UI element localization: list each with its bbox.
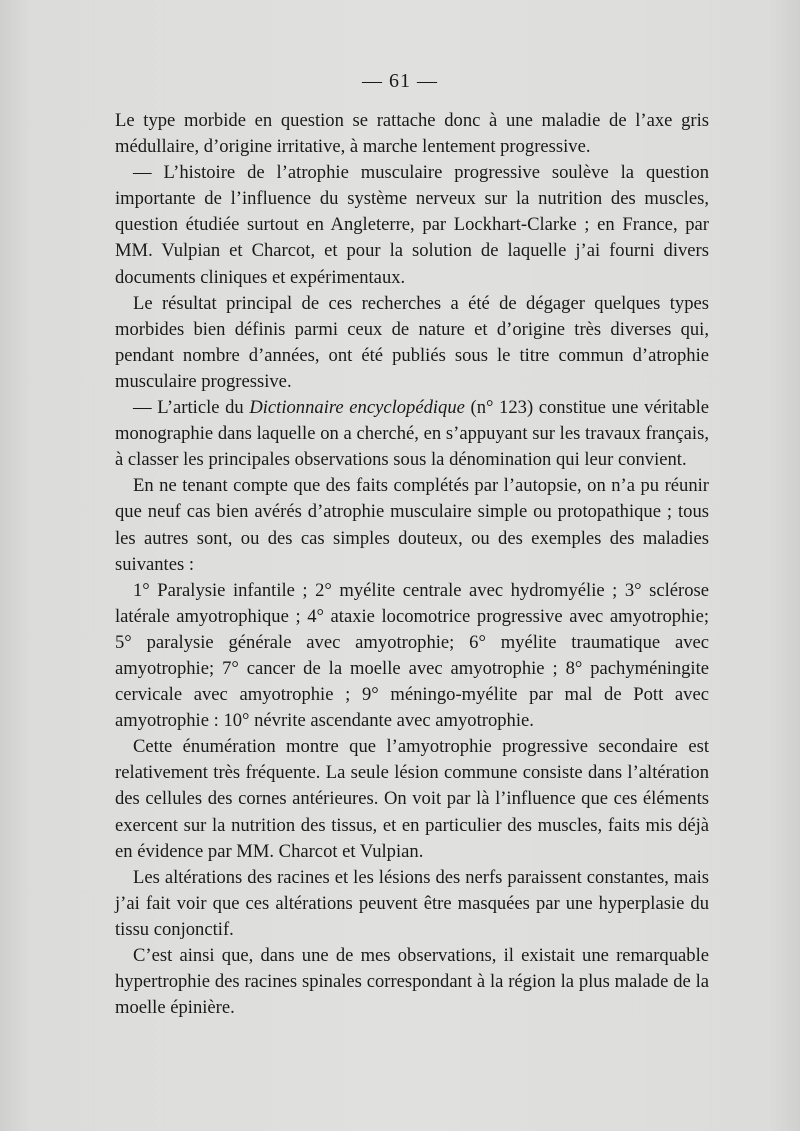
page-number: — 61 — xyxy=(362,70,438,92)
paragraph-axe-gris: Le type morbide en question se rattache donc à une maladie de l’axe gris médullaire, d’origine irritative, à marche lentement progressive. xyxy=(115,110,709,158)
paragraph-atrophie-histoire: — L’histoire de l’atrophie musculaire progressive soulève la question importante de l’influence du système nerveux sur la nutrition des muscles, question étudiée surtout en Angleterre, par Lockhart-Clarke ; en France, par MM. Vulpian et Charcot, et pour la solution de laquelle j’ai fourni divers documents cliniques et expérimentaux. xyxy=(115,162,709,288)
dictionnaire-title: Dictionnaire encyclopédique xyxy=(249,397,465,419)
dictionnaire-intro: — L’article du xyxy=(133,397,250,419)
paragraph-hypertrophie-racines: C’est ainsi que, dans une de mes observations, il existait une remarquable hypertrophie des racines spinales correspondant à la région la plus malade de la moelle épinière. xyxy=(115,945,709,1019)
paragraph-amyotrophie-secondaire: Cette énumération montre que l’amyotrophie progressive secondaire est relativement très fréquente. La seule lésion commune consiste dans l’altération des cellules des cornes antérieures. On voit par là l’influence que ces éléments exercent sur la nutrition des tissus, et en particulier des muscles, faits mis déjà en évidence par MM. Charcot et Vulpian. xyxy=(115,736,709,862)
paragraph-autopsie: En ne tenant compte que des faits complétés par l’autopsie, on n’a pu réunir que neuf cas bien avérés d’atrophie musculaire simple ou protopathique ; tous les autres sont, ou des cas simples douteux, ou des exemples des maladies suivantes : xyxy=(115,475,709,575)
paragraph-enumeration-list: 1° Paralysie infantile ; 2° myélite centrale avec hydromyélie ; 3° sclérose latérale amyotrophique ; 4° ataxie locomotrice progressive avec amyotrophie; 5° paralysie générale avec amyotrophie; 6° myélite traumatique avec amyotrophie; 7° cancer de la moelle avec amyotrophie ; 8° pachyméningite cervicale avec amyotrophie ; 9° méningo-myélite par mal de Pott avec amyotrophie : 10° névrite ascendante avec amyotrophie. xyxy=(115,579,709,732)
paragraph-dictionnaire xyxy=(115,395,709,473)
paragraph-alterations-racines: Les altérations des racines et les lésions des nerfs paraissent constantes, mais j’ai fait voir que ces altérations peuvent être masquées par une hyperplasie du tissu conjonctif. xyxy=(115,866,709,940)
body-text xyxy=(115,108,709,1021)
dictionnaire-rest: (n° 123) constitue une véritable monographie dans laquelle on a cherché, en s’appuyant sur les travaux français, à classer les principales observations sous la dénomination qui leur convient. xyxy=(115,397,709,471)
paragraph-resultat-principal: Le résultat principal de ces recherches a été de dégager quelques types morbides bien définis parmi ceux de nature et d’origine très diverses qui, pendant nombre d’années, ont été publiés sous le titre commun d’atrophie musculaire progressive. xyxy=(115,292,709,392)
